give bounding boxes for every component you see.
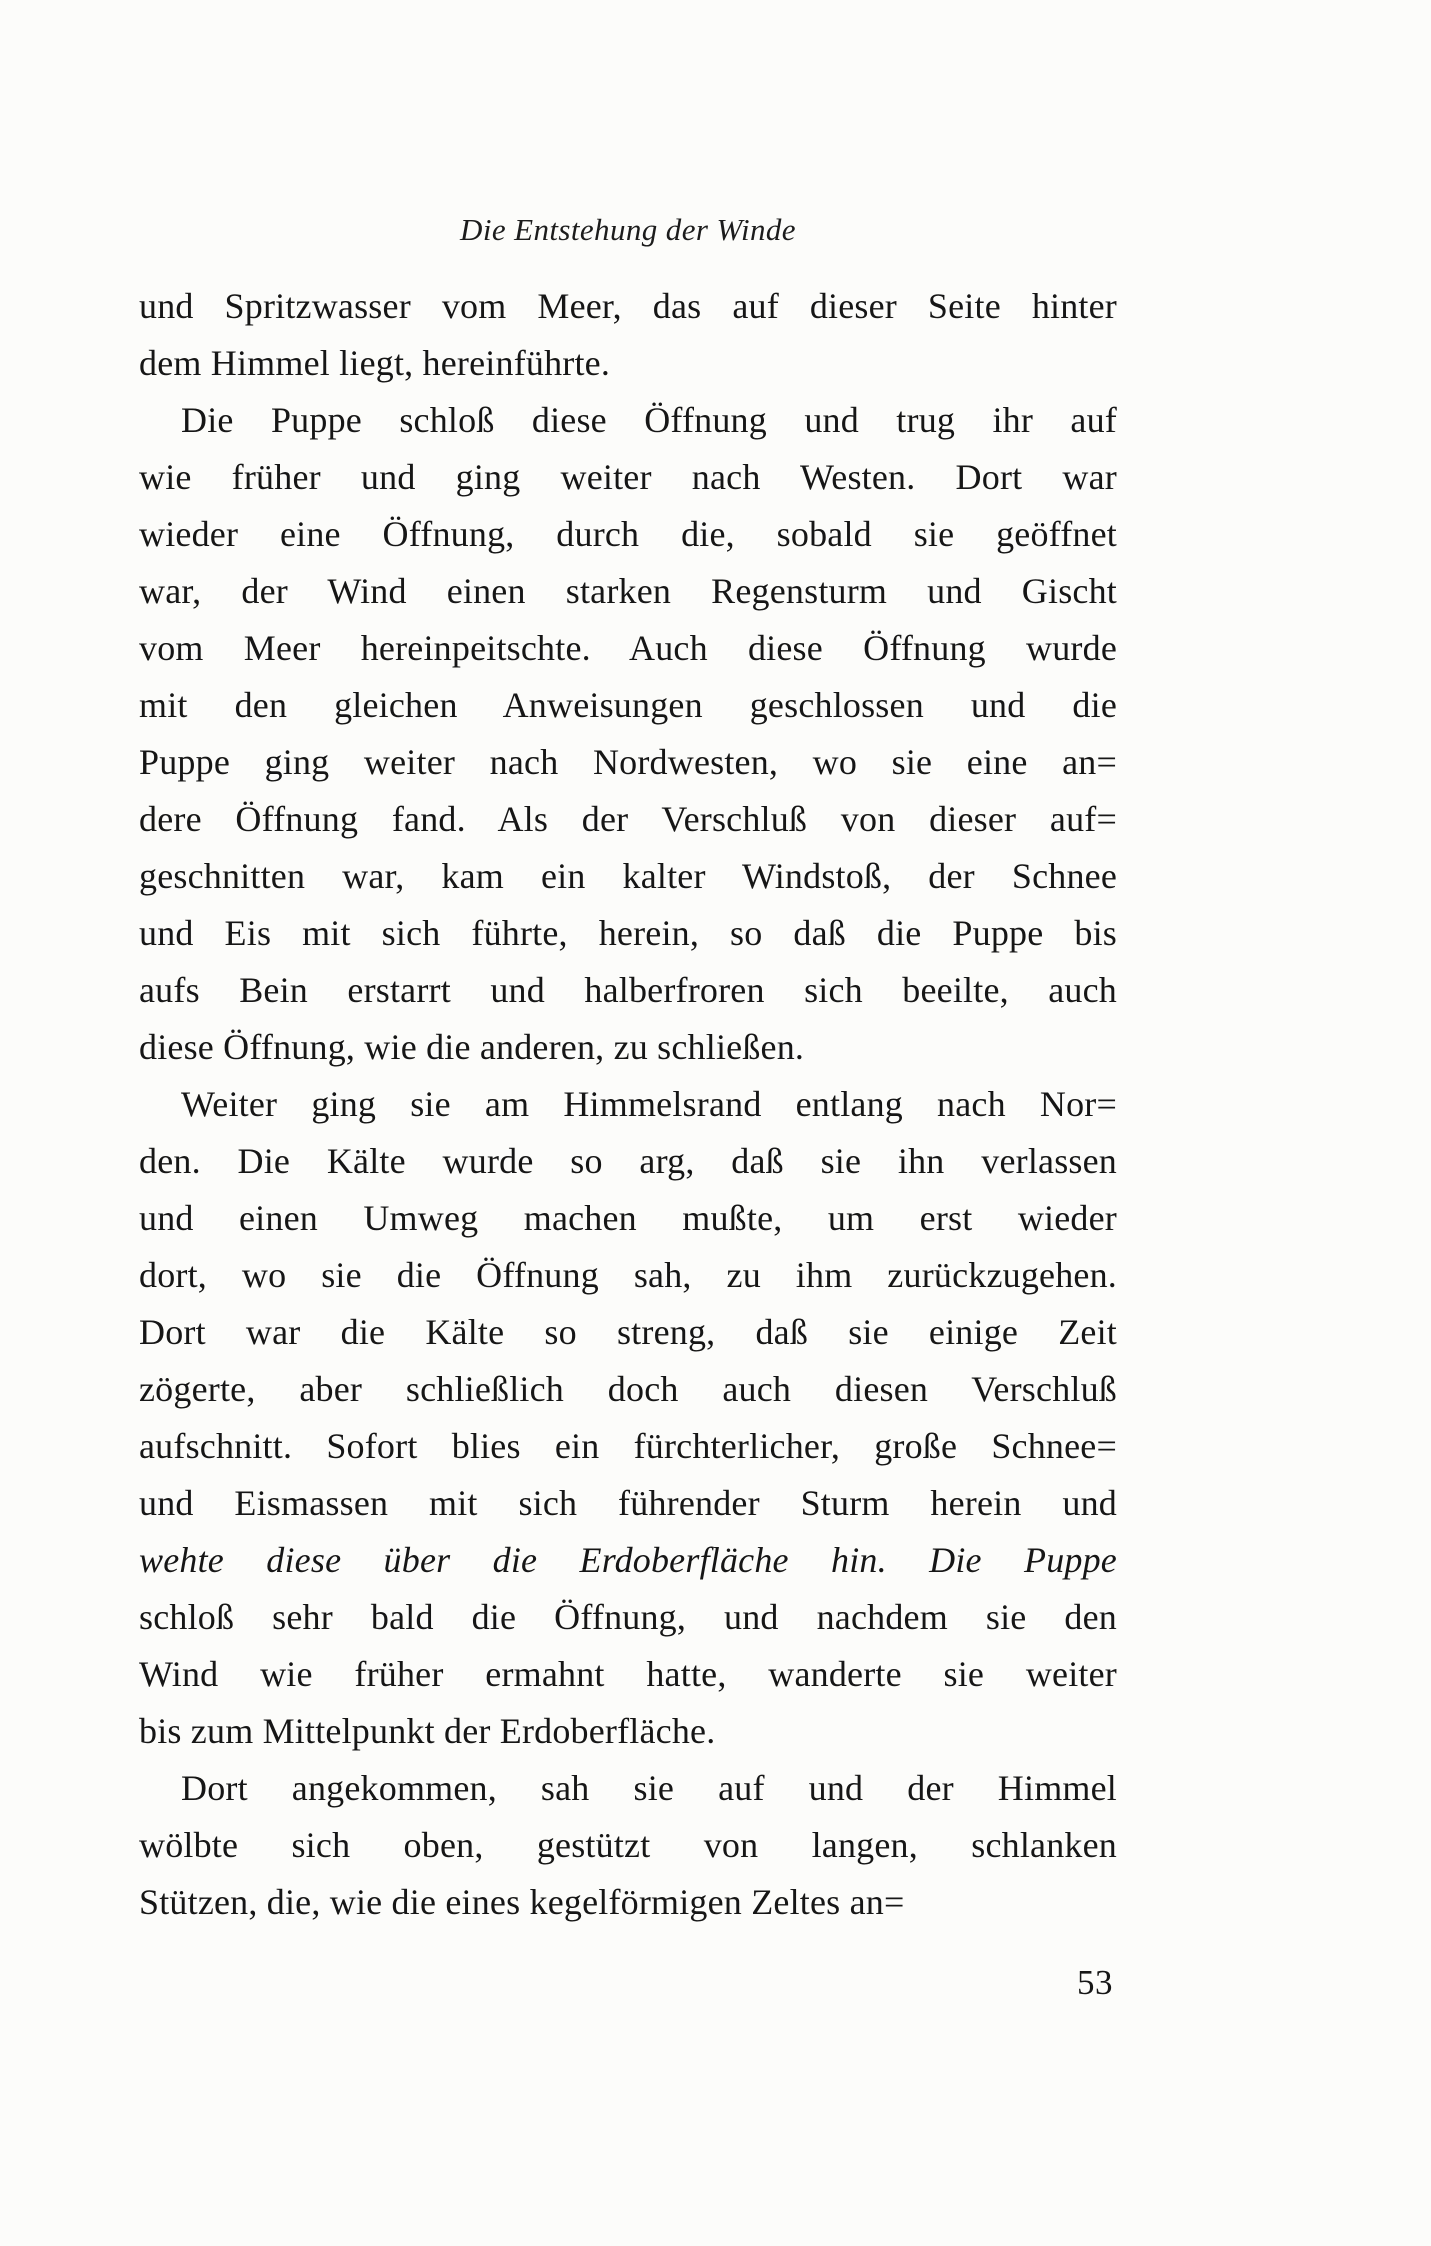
body-text [139, 278, 1117, 1931]
text-line: wehte diese über die Erdoberfläche hin. Die Puppe [139, 1540, 1117, 1580]
paragraph [139, 392, 1117, 1076]
text-line: wölbte sich oben, gestützt von langen, schlanken [139, 1825, 1117, 1865]
paragraph [139, 1760, 1117, 1931]
text-block [139, 212, 1117, 2003]
text-line: und Eismassen mit sich führender Sturm herein und [139, 1483, 1117, 1523]
text-line: wieder eine Öffnung, durch die, sobald sie geöffnet [139, 514, 1117, 554]
text-line: Wind wie früher ermahnt hatte, wanderte sie weiter [139, 1654, 1117, 1694]
text-line: aufs Bein erstarrt und halberfroren sich beeilte, auch [139, 970, 1117, 1010]
text-line: aufschnitt. Sofort blies ein fürchterlicher, große Schnee= [139, 1426, 1117, 1466]
text-line: bis zum Mittelpunkt der Erdoberfläche. [139, 1711, 716, 1751]
text-line: schloß sehr bald die Öffnung, und nachdem sie den [139, 1597, 1117, 1637]
page-number: 53 [1077, 1963, 1113, 2002]
text-line: Puppe ging weiter nach Nordwesten, wo sie eine an= [139, 742, 1117, 782]
text-line: mit den gleichen Anweisungen geschlossen und die [139, 685, 1117, 725]
text-line: den. Die Kälte wurde so arg, daß sie ihn verlassen [139, 1141, 1117, 1181]
text-line: zögerte, aber schließlich doch auch diesen Verschluß [139, 1369, 1117, 1409]
paragraph [139, 1076, 1117, 1760]
text-line: war, der Wind einen starken Regensturm und Gischt [139, 571, 1117, 611]
text-line: dere Öffnung fand. Als der Verschluß von dieser auf= [139, 799, 1117, 839]
running-header: Die Entstehung der Winde [460, 212, 796, 247]
text-line: Dort angekommen, sah sie auf und der Himmel [181, 1768, 1117, 1808]
text-line: Stützen, die, wie die eines kegelförmigen Zeltes an= [139, 1882, 905, 1922]
text-line: Weiter ging sie am Himmelsrand entlang nach Nor= [181, 1084, 1117, 1124]
text-line: und einen Umweg machen mußte, um erst wieder [139, 1198, 1117, 1238]
text-line: geschnitten war, kam ein kalter Windstoß, der Schnee [139, 856, 1117, 896]
text-line: diese Öffnung, wie die anderen, zu schließen. [139, 1027, 805, 1067]
text-line: Dort war die Kälte so streng, daß sie einige Zeit [139, 1312, 1117, 1352]
text-line: und Spritzwasser vom Meer, das auf dieser Seite hinter [139, 286, 1117, 326]
text-line: Die Puppe schloß diese Öffnung und trug ihr auf [181, 400, 1117, 440]
text-line: dort, wo sie die Öffnung sah, zu ihm zurückzugehen. [139, 1255, 1117, 1295]
text-line: vom Meer hereinpeitschte. Auch diese Öffnung wurde [139, 628, 1117, 668]
text-line: und Eis mit sich führte, herein, so daß die Puppe bis [139, 913, 1117, 953]
paragraph [139, 278, 1117, 392]
text-line: dem Himmel liegt, hereinführte. [139, 343, 611, 383]
text-line: wie früher und ging weiter nach Westen. Dort war [139, 457, 1117, 497]
